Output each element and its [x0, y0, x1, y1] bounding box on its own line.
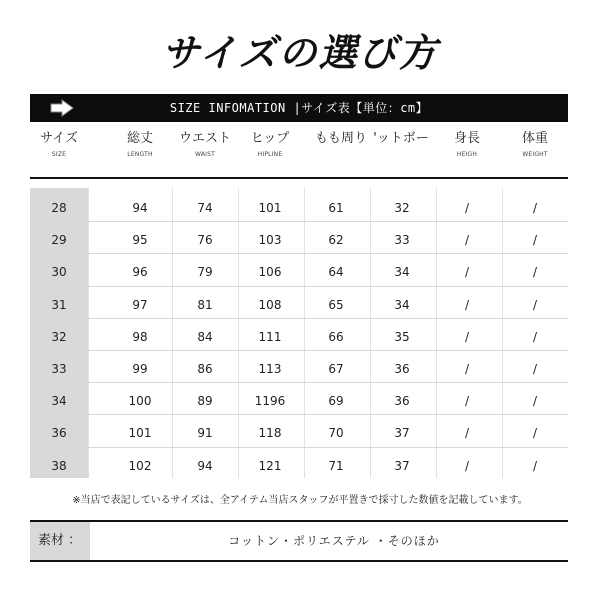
- column-header-label: もも周り: [314, 131, 367, 146]
- table-row: [30, 383, 568, 415]
- table-row: [30, 254, 568, 286]
- table-cell: 1196: [254, 394, 286, 409]
- table-cell: /: [464, 201, 470, 215]
- column-header-label: 総丈: [126, 131, 153, 146]
- table-cell: 101: [128, 426, 152, 441]
- table-cell: 62: [328, 233, 344, 248]
- table-cell: 34: [394, 297, 410, 312]
- table-cell: /: [532, 458, 538, 473]
- table-cell: 86: [197, 362, 213, 376]
- column-header: [108, 130, 172, 170]
- measurement-note: ※当店で表記しているサイズは、全アイテム当店スタッフが平置きで採寸した数値を記載しています。: [72, 495, 528, 506]
- size-info-banner: [30, 94, 568, 122]
- table-cell: 91: [197, 426, 213, 441]
- table-cell: 64: [328, 265, 344, 280]
- column-header-label: ウエスト: [178, 131, 231, 146]
- table-cell: 81: [197, 297, 213, 312]
- column-header-sublabel: LENGTH: [127, 151, 153, 158]
- size-cell: 38: [51, 458, 67, 473]
- table-cell: /: [532, 394, 538, 409]
- table-cell: 111: [258, 329, 282, 344]
- material-label: 素材 ：: [38, 533, 82, 548]
- table-cell: 94: [197, 458, 213, 473]
- size-cell: 33: [51, 362, 67, 376]
- table-cell: 121: [258, 458, 282, 473]
- size-cell: 36: [51, 426, 67, 441]
- table-cell: 106: [258, 265, 282, 280]
- table-cell: 100: [128, 394, 152, 409]
- table-cell: /: [532, 329, 538, 344]
- table-row: [30, 287, 568, 319]
- table-cell: 33: [394, 233, 410, 248]
- table-row: [30, 448, 568, 480]
- size-cell: 28: [51, 201, 67, 215]
- column-header-label: 'ットボー: [373, 131, 429, 146]
- table-row: [30, 319, 568, 351]
- column-header-label: 体重: [521, 131, 548, 146]
- table-cell: 34: [394, 265, 410, 280]
- column-header: [308, 130, 374, 170]
- column-header: [238, 130, 302, 170]
- table-cell: 96: [132, 265, 148, 280]
- table-cell: 37: [394, 458, 410, 473]
- table-cell: /: [532, 426, 538, 441]
- table-cell: 103: [258, 233, 282, 248]
- table-cell: 67: [328, 362, 344, 376]
- size-cell: 34: [51, 394, 67, 409]
- material-value: コットン・ポリエステル ・そのほか: [228, 534, 440, 548]
- table-row: [30, 222, 568, 254]
- table-cell: 74: [197, 201, 213, 215]
- table-cell: 95: [132, 233, 148, 248]
- table-cell: 66: [328, 329, 344, 344]
- table-cell: 71: [328, 458, 344, 473]
- column-header-sublabel: HEIGH: [456, 151, 478, 158]
- table-row: [30, 415, 568, 447]
- column-header-sublabel: SIZE: [51, 151, 67, 158]
- table-row: [30, 351, 568, 383]
- table-cell: 35: [394, 329, 410, 344]
- column-header: [503, 130, 567, 170]
- table-cell: /: [532, 362, 538, 376]
- table-cell: /: [464, 297, 470, 312]
- table-cell: /: [464, 458, 470, 473]
- column-header-label: サイズ: [40, 131, 78, 146]
- table-cell: /: [464, 265, 470, 280]
- table-cell: 113: [258, 362, 282, 376]
- column-header-sublabel: WAIST: [195, 151, 215, 158]
- column-header-sublabel: HIPLINE: [257, 151, 283, 158]
- column-header-label: 身長: [453, 131, 480, 146]
- table-cell: 36: [394, 362, 410, 376]
- table-cell: 97: [132, 297, 148, 312]
- table-cell: 118: [258, 426, 282, 441]
- table-cell: 89: [197, 394, 213, 409]
- table-cell: 70: [328, 426, 344, 441]
- table-row: [30, 190, 568, 222]
- table-cell: 101: [258, 201, 282, 215]
- material-section: [30, 520, 568, 562]
- table-cell: 36: [394, 394, 410, 409]
- table-cell: 69: [328, 394, 344, 409]
- table-cell: 99: [132, 362, 148, 376]
- column-header-sublabel: WEIGHT: [522, 151, 548, 158]
- table-cell: 108: [258, 297, 282, 312]
- column-header-label: ヒップ: [250, 131, 290, 146]
- table-cell: 76: [197, 233, 213, 248]
- size-cell: 30: [51, 265, 67, 280]
- table-cell: 94: [132, 201, 148, 215]
- column-header: [368, 130, 434, 170]
- table-cell: /: [464, 329, 470, 344]
- table-cell: 65: [328, 297, 344, 312]
- table-cell: /: [464, 362, 470, 376]
- table-cell: /: [532, 201, 538, 215]
- table-cell: 37: [394, 426, 410, 441]
- page-title: サイズの選び方: [161, 31, 439, 75]
- column-header: [173, 130, 237, 170]
- banner-text: SIZE INFOMATION |サイズ表【単位：cm】: [169, 101, 429, 115]
- table-cell: /: [532, 265, 538, 280]
- table-cell: 61: [328, 201, 344, 215]
- size-cell: 29: [51, 233, 67, 248]
- table-cell: /: [464, 426, 470, 441]
- header-divider: [30, 177, 568, 179]
- column-header: [435, 130, 499, 170]
- table-cell: /: [532, 297, 538, 312]
- size-cell: 31: [51, 297, 67, 312]
- table-cell: 84: [197, 329, 213, 344]
- table-cell: 79: [197, 265, 213, 280]
- size-cell: 32: [51, 329, 67, 344]
- table-cell: /: [464, 394, 470, 409]
- table-cell: /: [464, 233, 470, 248]
- table-cell: 102: [128, 458, 152, 473]
- table-cell: 98: [132, 329, 148, 344]
- table-cell: /: [532, 233, 538, 248]
- table-cell: 32: [394, 201, 410, 215]
- column-header: [27, 130, 91, 170]
